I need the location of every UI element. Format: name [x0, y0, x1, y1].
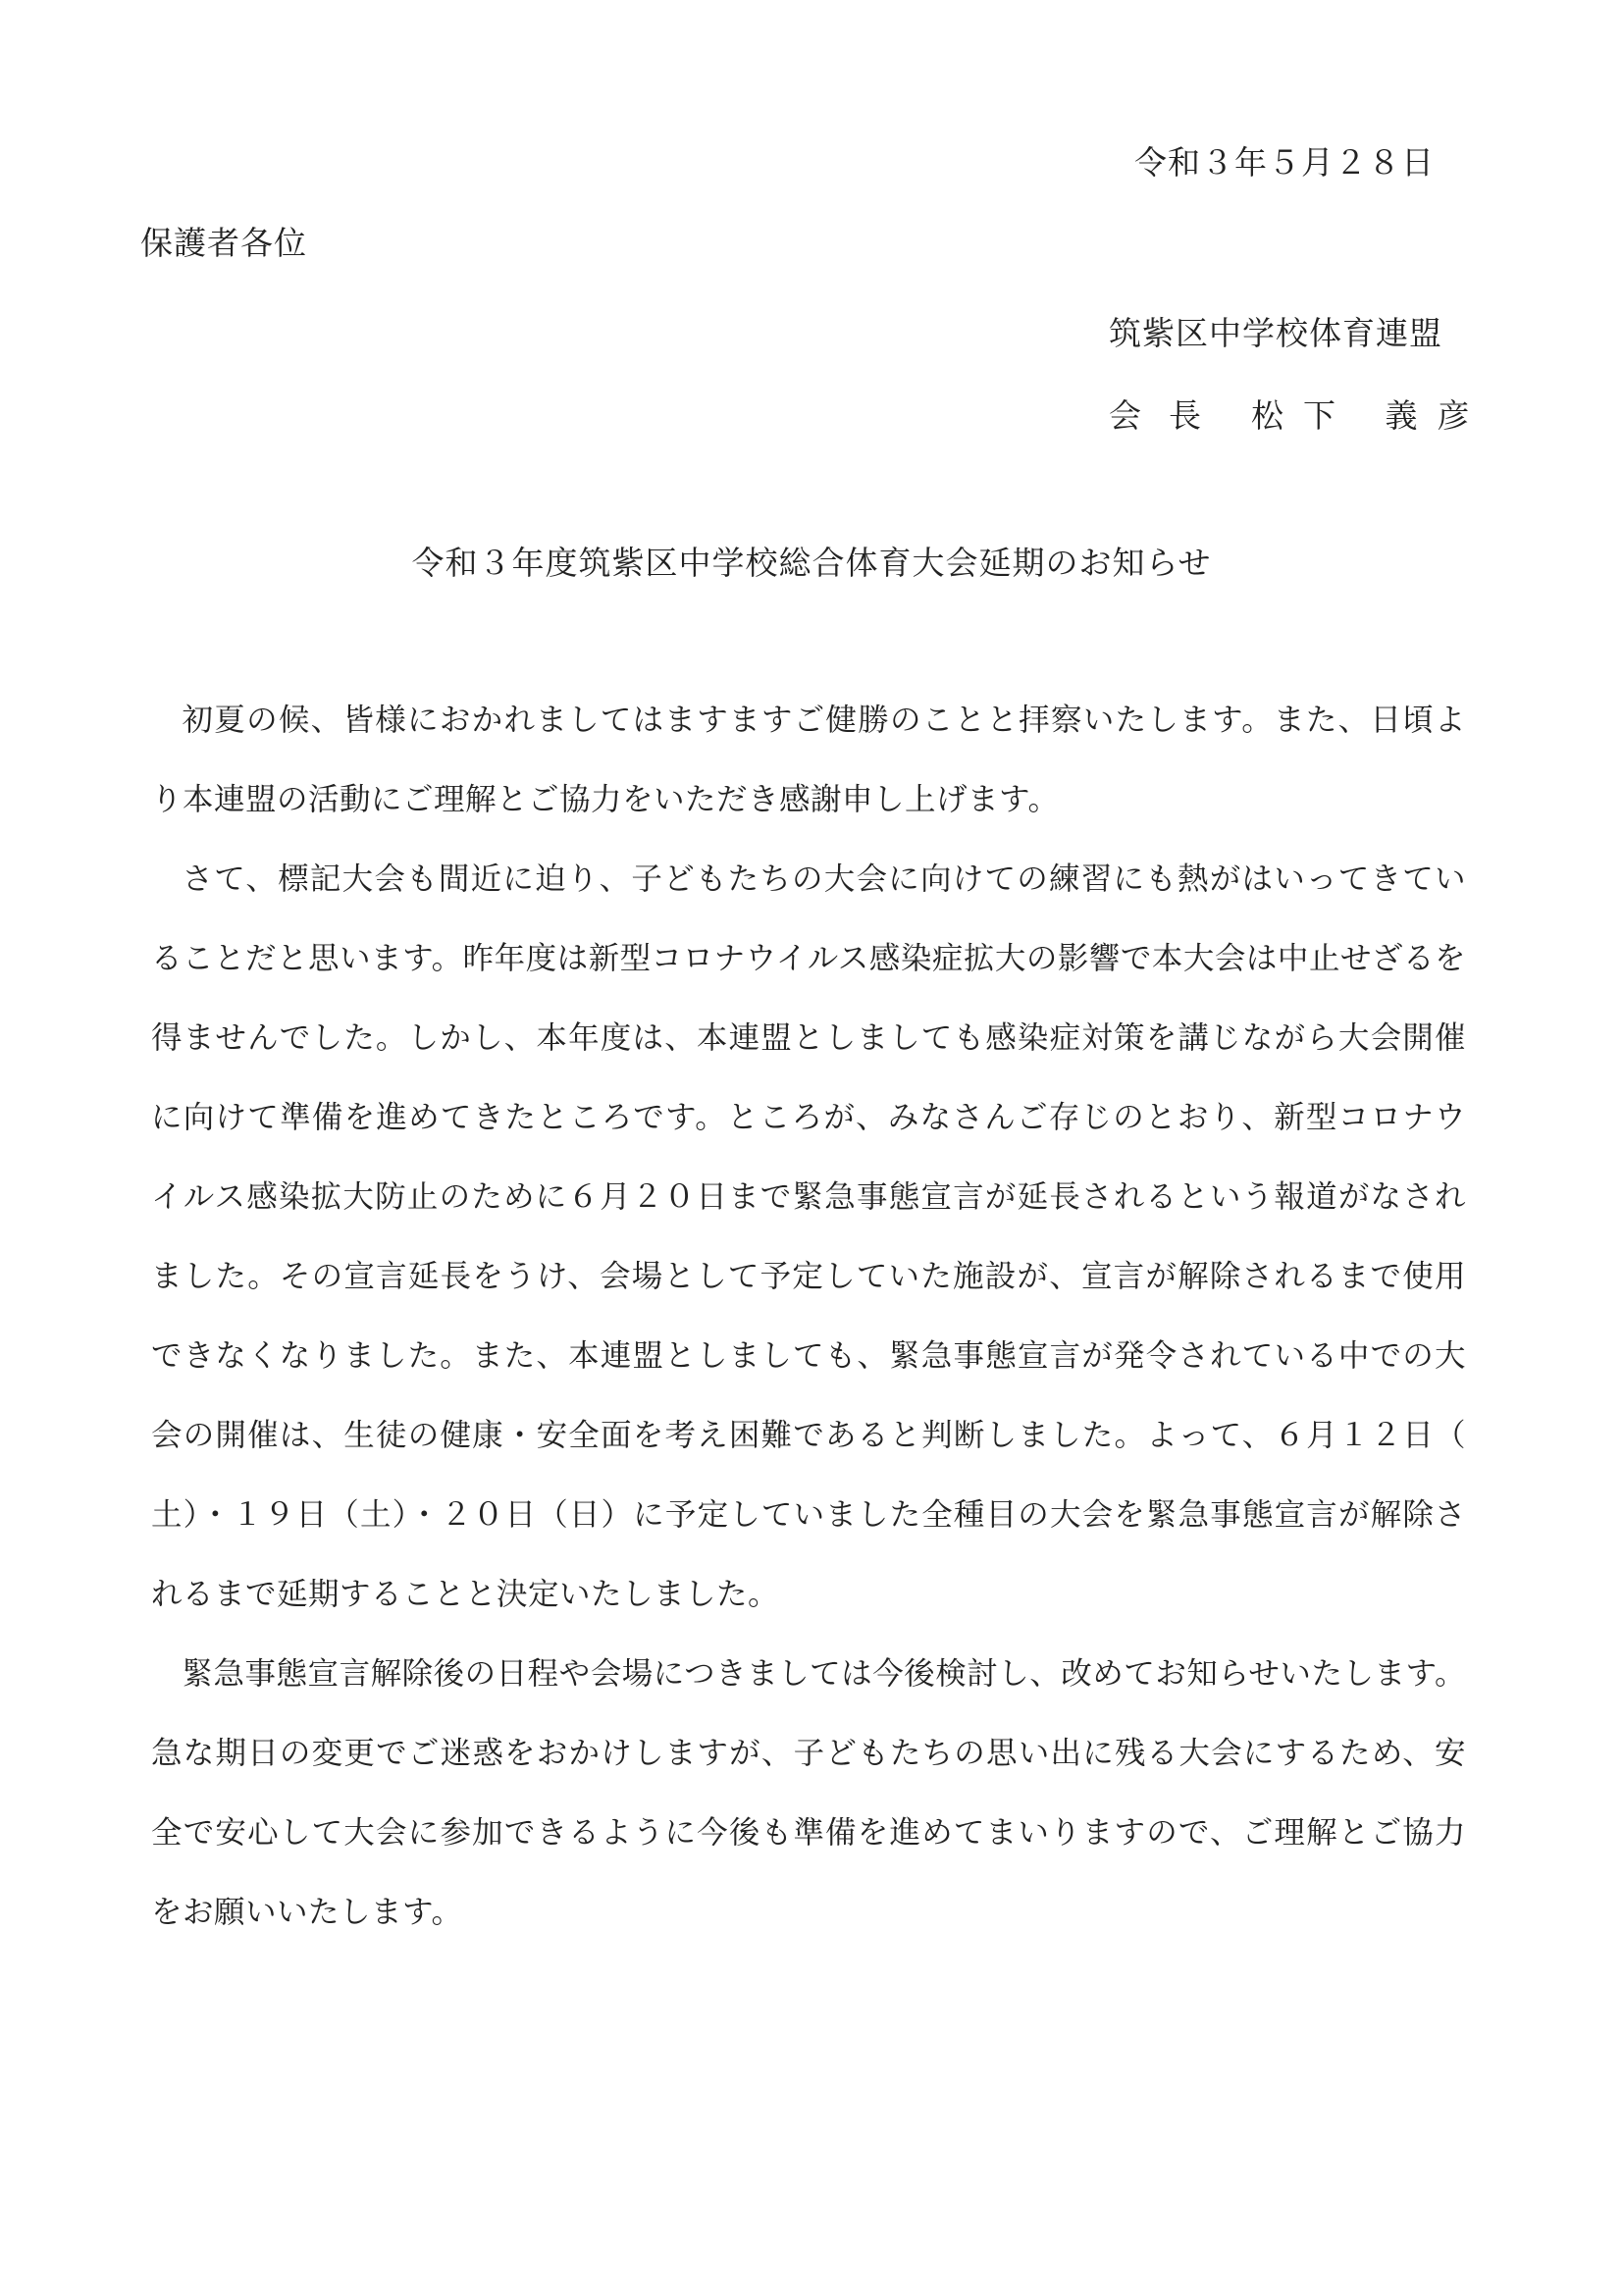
- recipient-line: 保護者各位: [140, 224, 307, 262]
- sender-organization-row: [1109, 292, 1490, 375]
- sender-role: 会長: [1109, 396, 1229, 435]
- body-paragraph-announcement: さて、標記大会も間近に迫り、子どもたちの大会に向けての練習にも熱がはいってきていることだと思います。昨年度は新型コロナウイルス感染症拡大の影響で本大会は中止せざるを得ませんでした。しかし、本年度は、本連盟としましても感染症対策を講じながら大会開催に向けて準備を進めてきたところです。ところが、みなさんご存じのとおり、新型コロナウイルス感染拡大防止のために６月２０日まで緊急事態宣言が延長されるという報道がなされました。その宣言延長をうけ、会場として予定していた施設が、宣言が解除されるまで使用できなくなりました。また、本連盟としましても、緊急事態宣言が発令されている中での大会の開催は、生徒の健康・安全面を考え困難であると判断しました。よって、６月１２日（土）・１９日（土）・２０日（日）に予定していました全種目の大会を緊急事態宣言が解除されるまで延期することと決定いたしました。: [151, 861, 1466, 1612]
- sender-name: 松下 義彦: [1251, 396, 1490, 435]
- sender-organization: 筑紫区中学校体育連盟: [1109, 314, 1442, 352]
- sender-block: [1109, 292, 1490, 457]
- document-body: [151, 681, 1466, 1953]
- body-paragraph-greeting: 初夏の候、皆様におかれましてはますますご健勝のことと拝察いたします。また、日頃より本連盟の活動にご理解とご協力をいただき感謝申し上げます。: [151, 703, 1466, 817]
- sender-signature-row: [1109, 375, 1490, 457]
- document-date: 令和３年５月２８日: [1134, 143, 1435, 182]
- document-title: 令和３年度筑紫区中学校総合体育大会延期のお知らせ: [411, 544, 1212, 582]
- body-paragraph-closing: 緊急事態宣言解除後の日程や会場につきましては今後検討し、改めてお知らせいたします。急な期日の変更でご迷惑をおかけしますが、子どもたちの思い出に残る大会にするため、安全で安心して大会に参加できるように今後も準備を進めてまいりますので、ご理解とご協力をお願いいたします。: [151, 1656, 1466, 1930]
